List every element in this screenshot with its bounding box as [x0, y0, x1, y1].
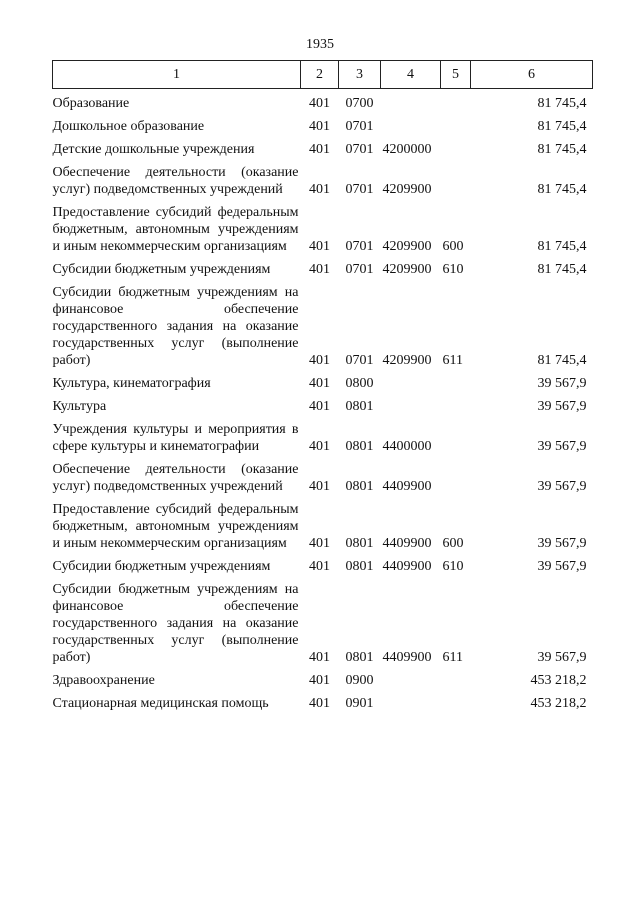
expense-type-cell: [441, 158, 471, 198]
target-article-cell: 4200000: [382, 142, 432, 157]
row-name-cell: Предоставление субсидий федеральным бюджетным, автономным учреждениям и иным некоммерческим организациям: [52, 205, 299, 254]
target-article-cell: [381, 112, 441, 135]
expense-type-cell: 610: [442, 559, 464, 574]
column-header-6: 6: [471, 61, 593, 89]
expense-type-cell: [441, 135, 471, 158]
table-row: [53, 552, 593, 575]
row-name-cell: Субсидии бюджетным учреждениям на финансовое обеспечение государственного задания на оказание государственных услуг (выполнение работ): [52, 582, 299, 665]
table-row: [53, 278, 593, 369]
row-name-cell: Учреждения культуры и мероприятия в сфере культуры и кинематографии: [52, 422, 299, 454]
section-code-cell: 0801: [345, 479, 374, 494]
admin-code-cell: 401: [309, 439, 330, 454]
table-row: [53, 255, 593, 278]
section-code-cell: 0701: [345, 182, 374, 197]
amount-cell: 39 567,9: [537, 650, 587, 665]
amount-cell: 81 745,4: [537, 182, 587, 197]
row-name-cell: Образование: [52, 96, 130, 111]
target-article-cell: 4209900: [382, 353, 432, 368]
target-article-cell: [381, 392, 441, 415]
amount-cell: 81 745,4: [537, 239, 587, 254]
target-article-cell: 4409900: [382, 559, 432, 574]
table-row: [53, 455, 593, 495]
amount-cell: 39 567,9: [537, 479, 587, 494]
table-body: [53, 89, 593, 713]
row-name-cell: Здравоохранение: [52, 673, 155, 688]
target-article-cell: 4409900: [382, 479, 432, 494]
expense-type-cell: [441, 666, 471, 689]
section-code-cell: 0901: [345, 696, 374, 711]
target-article-cell: 4400000: [382, 439, 432, 454]
target-article-cell: 4409900: [382, 650, 432, 665]
admin-code-cell: 401: [309, 142, 330, 157]
target-article-cell: 4209900: [382, 182, 432, 197]
amount-cell: 39 567,9: [537, 559, 587, 574]
expense-type-cell: [441, 455, 471, 495]
row-name-cell: Обеспечение деятельности (оказание услуг) подведомственных учреждений: [52, 462, 299, 494]
amount-cell: 39 567,9: [537, 376, 587, 391]
section-code-cell: 0801: [345, 559, 374, 574]
admin-code-cell: 401: [309, 673, 330, 688]
row-name-cell: Детские дошкольные учреждения: [52, 142, 255, 157]
row-name-cell: Субсидии бюджетным учреждениям: [52, 559, 271, 574]
section-code-cell: 0700: [345, 96, 374, 111]
expense-type-cell: [441, 89, 471, 113]
expense-type-cell: [441, 112, 471, 135]
admin-code-cell: 401: [309, 696, 330, 711]
amount-cell: 39 567,9: [537, 536, 587, 551]
target-article-cell: [381, 89, 441, 113]
amount-cell: 81 745,4: [537, 142, 587, 157]
section-code-cell: 0801: [345, 650, 374, 665]
admin-code-cell: 401: [309, 353, 330, 368]
column-header-4: 4: [381, 61, 441, 89]
admin-code-cell: 401: [309, 399, 330, 414]
table-row: [53, 89, 593, 113]
table-row: [53, 369, 593, 392]
table-row: [53, 666, 593, 689]
table-row: [53, 392, 593, 415]
expense-type-cell: [441, 415, 471, 455]
admin-code-cell: 401: [309, 182, 330, 197]
admin-code-cell: 401: [309, 536, 330, 551]
admin-code-cell: 401: [309, 479, 330, 494]
column-header-2: 2: [301, 61, 339, 89]
target-article-cell: 4209900: [382, 262, 432, 277]
amount-cell: 81 745,4: [537, 119, 587, 134]
row-name-cell: Стационарная медицинская помощь: [52, 696, 269, 711]
section-code-cell: 0701: [345, 262, 374, 277]
admin-code-cell: 401: [309, 559, 330, 574]
table-row: [53, 158, 593, 198]
target-article-cell: [381, 689, 441, 712]
expense-type-cell: [441, 392, 471, 415]
expense-type-cell: 611: [442, 353, 463, 368]
admin-code-cell: 401: [309, 96, 330, 111]
expense-type-cell: [441, 689, 471, 712]
section-code-cell: 0701: [345, 142, 374, 157]
table-row: [53, 198, 593, 255]
admin-code-cell: 401: [309, 119, 330, 134]
table-row: [53, 689, 593, 712]
row-name-cell: Культура: [52, 399, 107, 414]
column-header-5: 5: [441, 61, 471, 89]
amount-cell: 81 745,4: [537, 96, 587, 111]
row-name-cell: Субсидии бюджетным учреждениям на финансовое обеспечение государственного задания на оказание государственных услуг (выполнение работ): [52, 285, 299, 368]
amount-cell: 81 745,4: [537, 353, 587, 368]
amount-cell: 453 218,2: [530, 696, 587, 711]
section-code-cell: 0800: [345, 376, 374, 391]
target-article-cell: 4209900: [382, 239, 432, 254]
column-header-1: 1: [53, 61, 301, 89]
target-article-cell: 4409900: [382, 536, 432, 551]
row-name-cell: Дошкольное образование: [52, 119, 205, 134]
table-row: [53, 415, 593, 455]
row-name-cell: Обеспечение деятельности (оказание услуг) подведомственных учреждений: [52, 165, 299, 197]
table-row: [53, 112, 593, 135]
expense-type-cell: 600: [442, 239, 464, 254]
section-code-cell: 0801: [345, 536, 374, 551]
amount-cell: 39 567,9: [537, 399, 587, 414]
column-header-3: 3: [339, 61, 381, 89]
target-article-cell: [381, 369, 441, 392]
expense-type-cell: 600: [442, 536, 464, 551]
section-code-cell: 0701: [345, 353, 374, 368]
page-number: 1935: [306, 37, 334, 52]
admin-code-cell: 401: [309, 262, 330, 277]
row-name-cell: Субсидии бюджетным учреждениям: [52, 262, 271, 277]
section-code-cell: 0801: [345, 439, 374, 454]
amount-cell: 39 567,9: [537, 439, 587, 454]
table-row: [53, 575, 593, 666]
row-name-cell: Предоставление субсидий федеральным бюджетным, автономным учреждениям и иным некоммерческим организациям: [52, 502, 299, 551]
expense-type-cell: [441, 369, 471, 392]
admin-code-cell: 401: [309, 239, 330, 254]
admin-code-cell: 401: [309, 650, 330, 665]
expense-type-cell: 610: [442, 262, 464, 277]
row-name-cell: Культура, кинематография: [52, 376, 211, 391]
admin-code-cell: 401: [309, 376, 330, 391]
target-article-cell: [381, 666, 441, 689]
amount-cell: 81 745,4: [537, 262, 587, 277]
section-code-cell: 0801: [345, 399, 374, 414]
section-code-cell: 0900: [345, 673, 374, 688]
section-code-cell: 0701: [345, 239, 374, 254]
amount-cell: 453 218,2: [530, 673, 587, 688]
column-number-header-row: [53, 61, 593, 89]
budget-table: [52, 60, 593, 712]
section-code-cell: 0701: [345, 119, 374, 134]
table-row: [53, 495, 593, 552]
table-row: [53, 135, 593, 158]
expense-type-cell: 611: [442, 650, 463, 665]
